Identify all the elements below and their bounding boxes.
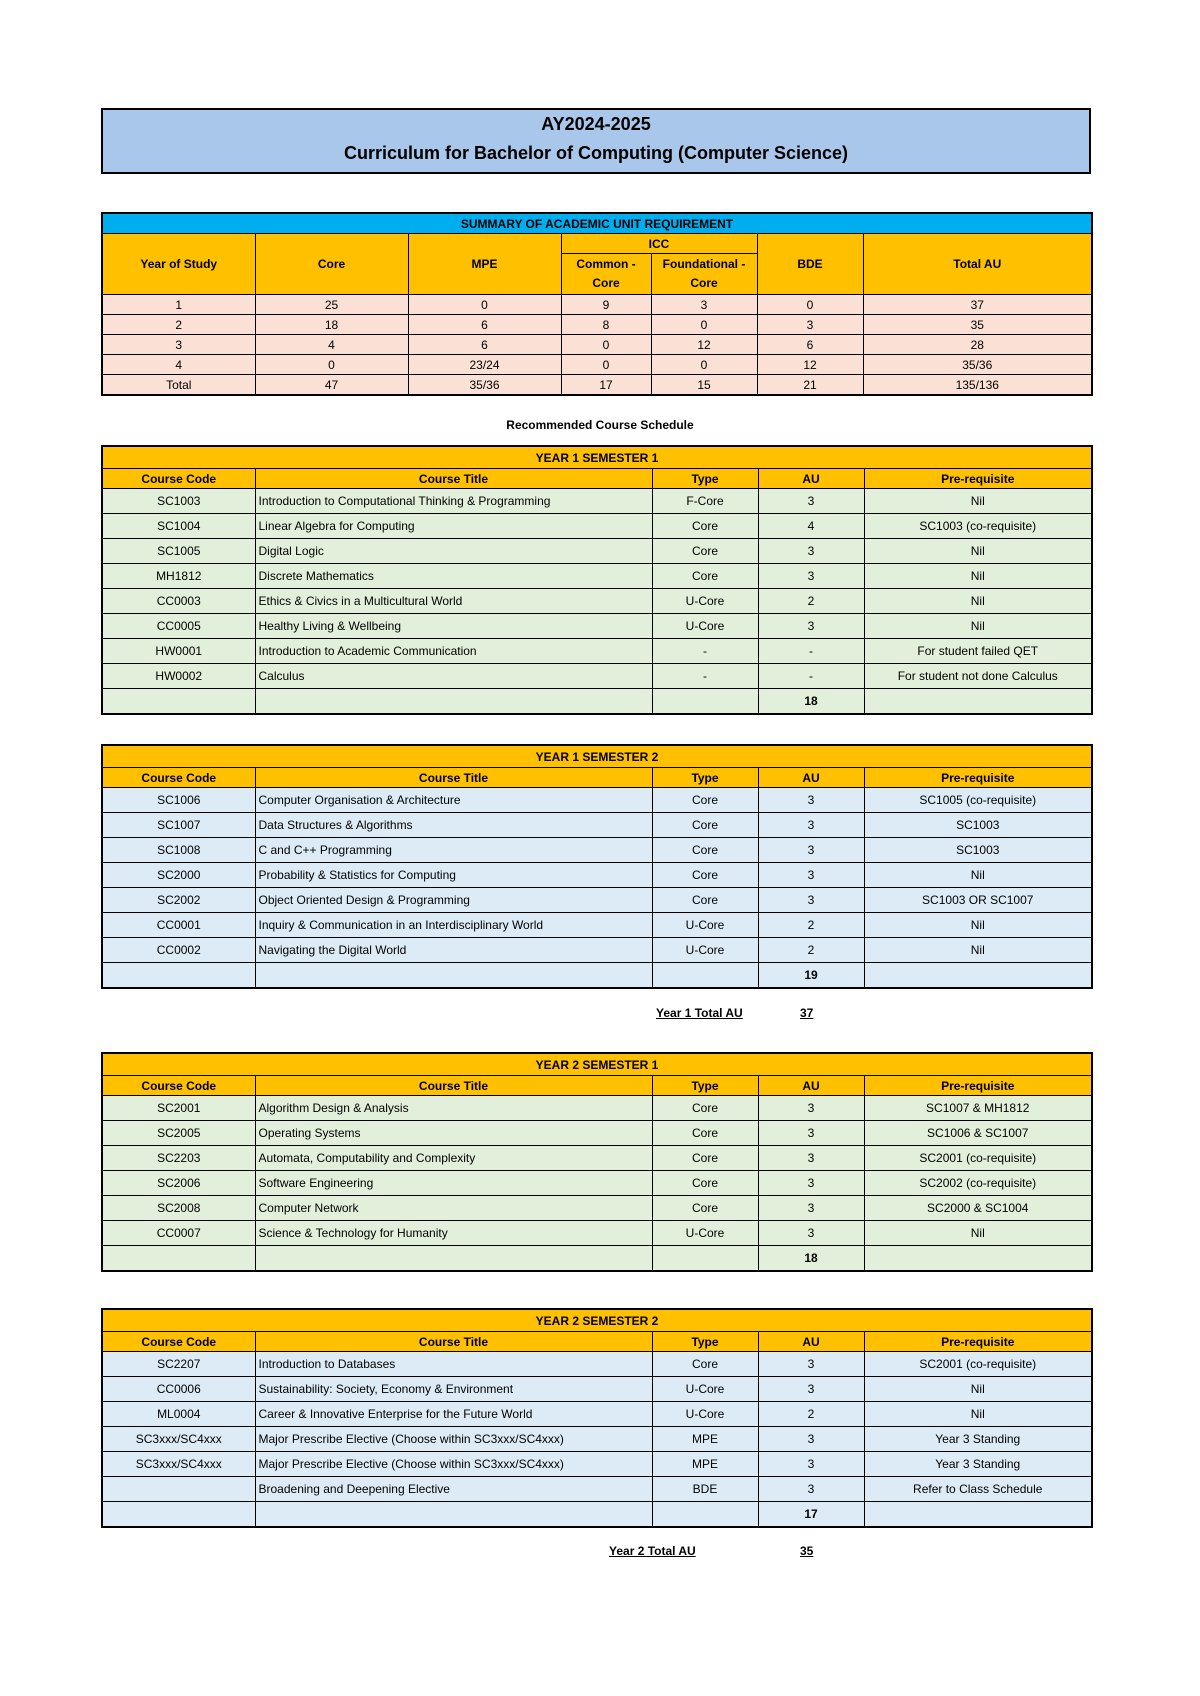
year2-total-label: Year 2 Total AU: [609, 1544, 696, 1558]
course-type: Core: [652, 888, 758, 913]
course-prerequisite: Nil: [864, 1377, 1092, 1402]
course-type: -: [652, 664, 758, 689]
course-prerequisite: Nil: [864, 863, 1092, 888]
semester-table: [101, 744, 1093, 989]
year1-total-label: Year 1 Total AU: [656, 1006, 743, 1020]
summary-cell: 0: [561, 355, 651, 375]
summary-row: [102, 375, 1092, 396]
summary-cell: 0: [757, 295, 863, 315]
course-au: 3: [758, 564, 864, 589]
course-type: Core: [652, 838, 758, 863]
course-row: [102, 1196, 1092, 1221]
course-type: MPE: [652, 1427, 758, 1452]
course-title: Calculus: [255, 664, 652, 689]
course-code: HW0001: [102, 639, 255, 664]
course-row: [102, 514, 1092, 539]
course-code: [102, 1477, 255, 1502]
course-code: SC1008: [102, 838, 255, 863]
course-prerequisite: SC1003: [864, 813, 1092, 838]
empty-cell: [652, 1246, 758, 1272]
summary-cell: 0: [255, 355, 408, 375]
summary-row: [102, 355, 1092, 375]
summary-cell: 35/36: [408, 375, 561, 396]
course-type: Core: [652, 1352, 758, 1377]
course-type: MPE: [652, 1452, 758, 1477]
course-prerequisite: SC2001 (co-requisite): [864, 1352, 1092, 1377]
course-title: Introduction to Databases: [255, 1352, 652, 1377]
course-row: [102, 813, 1092, 838]
empty-cell: [255, 1502, 652, 1528]
course-prerequisite: Nil: [864, 938, 1092, 963]
course-type: Core: [652, 813, 758, 838]
course-row: [102, 788, 1092, 813]
course-row: [102, 539, 1092, 564]
course-au: 3: [758, 489, 864, 514]
course-prerequisite: SC1003 (co-requisite): [864, 514, 1092, 539]
summary-cell: 35/36: [863, 355, 1092, 375]
summary-table: [101, 212, 1093, 396]
col-au: AU: [758, 1332, 864, 1352]
course-title: Digital Logic: [255, 539, 652, 564]
course-code: SC1004: [102, 514, 255, 539]
summary-cell: 21: [757, 375, 863, 396]
course-code: SC2001: [102, 1096, 255, 1121]
semester-section: [101, 1308, 1091, 1528]
course-prerequisite: Nil: [864, 489, 1092, 514]
course-prerequisite: SC1006 & SC1007: [864, 1121, 1092, 1146]
summary-cell: 15: [651, 375, 757, 396]
col-course-title: Course Title: [255, 768, 652, 788]
col-type: Type: [652, 1332, 758, 1352]
summary-cell: 6: [408, 315, 561, 335]
col-au: AU: [758, 768, 864, 788]
summary-cell: 3: [102, 335, 255, 355]
course-prerequisite: For student failed QET: [864, 639, 1092, 664]
summary-cell: 28: [863, 335, 1092, 355]
course-au: 3: [758, 863, 864, 888]
course-code: CC0002: [102, 938, 255, 963]
col-year-of-study: Year of Study: [102, 234, 255, 295]
empty-cell: [255, 689, 652, 715]
summary-cell: 4: [102, 355, 255, 375]
summary-cell: 18: [255, 315, 408, 335]
semester-total-row: [102, 689, 1092, 715]
course-type: U-Core: [652, 589, 758, 614]
course-au: 3: [758, 1352, 864, 1377]
col-prerequisite: Pre-requisite: [864, 469, 1092, 489]
summary-row: [102, 315, 1092, 335]
col-core: Core: [255, 234, 408, 295]
course-prerequisite: SC1005 (co-requisite): [864, 788, 1092, 813]
course-title: Major Prescribe Elective (Choose within SC3xxx/SC4xxx): [255, 1452, 652, 1477]
col-type: Type: [652, 768, 758, 788]
col-prerequisite: Pre-requisite: [864, 1076, 1092, 1096]
course-code: CC0006: [102, 1377, 255, 1402]
summary-cell: 23/24: [408, 355, 561, 375]
summary-row: [102, 295, 1092, 315]
course-title: Navigating the Digital World: [255, 938, 652, 963]
course-row: [102, 614, 1092, 639]
col-course-title: Course Title: [255, 1332, 652, 1352]
course-au: -: [758, 664, 864, 689]
course-prerequisite: SC1003: [864, 838, 1092, 863]
course-row: [102, 664, 1092, 689]
course-code: SC2008: [102, 1196, 255, 1221]
col-foundational-core: Foundational - Core: [651, 254, 757, 295]
course-au: 3: [758, 1096, 864, 1121]
course-title: Major Prescribe Elective (Choose within SC3xxx/SC4xxx): [255, 1427, 652, 1452]
schedule-caption: Recommended Course Schedule: [506, 418, 694, 432]
course-type: Core: [652, 564, 758, 589]
course-type: U-Core: [652, 614, 758, 639]
summary-cell: 1: [102, 295, 255, 315]
course-au: 3: [758, 1477, 864, 1502]
course-type: -: [652, 639, 758, 664]
summary-cell: 3: [651, 295, 757, 315]
empty-cell: [255, 963, 652, 989]
course-au: 3: [758, 788, 864, 813]
course-title: Automata, Computability and Complexity: [255, 1146, 652, 1171]
course-title: Inquiry & Communication in an Interdisciplinary World: [255, 913, 652, 938]
course-title: Computer Organisation & Architecture: [255, 788, 652, 813]
course-au: 3: [758, 1427, 864, 1452]
summary-cell: 12: [757, 355, 863, 375]
course-code: SC3xxx/SC4xxx: [102, 1452, 255, 1477]
col-au: AU: [758, 1076, 864, 1096]
document-title-box: [101, 108, 1091, 174]
summary-section: [101, 212, 1091, 396]
summary-row: [102, 335, 1092, 355]
course-prerequisite: Nil: [864, 614, 1092, 639]
semester-total-au: 17: [758, 1502, 864, 1528]
col-mpe: MPE: [408, 234, 561, 295]
course-code: CC0003: [102, 589, 255, 614]
course-title: Introduction to Computational Thinking & Programming: [255, 489, 652, 514]
course-au: 3: [758, 838, 864, 863]
course-code: SC2203: [102, 1146, 255, 1171]
course-code: ML0004: [102, 1402, 255, 1427]
semester-table: [101, 1308, 1093, 1528]
course-au: 3: [758, 1221, 864, 1246]
semester-total-au: 18: [758, 689, 864, 715]
course-prerequisite: Year 3 Standing: [864, 1452, 1092, 1477]
summary-cell: 2: [102, 315, 255, 335]
course-row: [102, 838, 1092, 863]
col-common-core: Common - Core: [561, 254, 651, 295]
course-type: Core: [652, 1146, 758, 1171]
summary-cell: 0: [651, 315, 757, 335]
course-au: 2: [758, 913, 864, 938]
course-title: Data Structures & Algorithms: [255, 813, 652, 838]
semester-total-au: 19: [758, 963, 864, 989]
semester-section: [101, 744, 1091, 989]
course-title: Computer Network: [255, 1196, 652, 1221]
course-row: [102, 913, 1092, 938]
semester-total-row: [102, 1246, 1092, 1272]
summary-cell: 35: [863, 315, 1092, 335]
course-type: Core: [652, 1196, 758, 1221]
academic-year: AY2024-2025: [541, 114, 651, 134]
semester-table: [101, 1052, 1093, 1272]
course-type: F-Core: [652, 489, 758, 514]
course-au: 3: [758, 614, 864, 639]
course-type: Core: [652, 514, 758, 539]
col-course-title: Course Title: [255, 1076, 652, 1096]
course-code: SC2000: [102, 863, 255, 888]
course-code: CC0007: [102, 1221, 255, 1246]
course-row: [102, 863, 1092, 888]
course-prerequisite: Refer to Class Schedule: [864, 1477, 1092, 1502]
course-row: [102, 1377, 1092, 1402]
course-type: Core: [652, 539, 758, 564]
course-prerequisite: SC2001 (co-requisite): [864, 1146, 1092, 1171]
course-au: 3: [758, 1121, 864, 1146]
course-prerequisite: Nil: [864, 539, 1092, 564]
course-row: [102, 1096, 1092, 1121]
summary-cell: 135/136: [863, 375, 1092, 396]
summary-cell: 6: [408, 335, 561, 355]
course-au: 4: [758, 514, 864, 539]
semester-title: YEAR 2 SEMESTER 2: [102, 1309, 1092, 1332]
course-code: SC1007: [102, 813, 255, 838]
summary-cell: 0: [561, 335, 651, 355]
course-title: C and C++ Programming: [255, 838, 652, 863]
course-title: Object Oriented Design & Programming: [255, 888, 652, 913]
course-code: HW0002: [102, 664, 255, 689]
course-title: Sustainability: Society, Economy & Environment: [255, 1377, 652, 1402]
year1-total-value: 37: [800, 1006, 814, 1020]
semester-table: [101, 445, 1093, 715]
empty-cell: [102, 1502, 255, 1528]
course-title: Probability & Statistics for Computing: [255, 863, 652, 888]
course-prerequisite: SC1003 OR SC1007: [864, 888, 1092, 913]
summary-heading: SUMMARY OF ACADEMIC UNIT REQUIREMENT: [102, 213, 1092, 234]
course-row: [102, 1221, 1092, 1246]
course-code: SC3xxx/SC4xxx: [102, 1427, 255, 1452]
col-icc: ICC: [561, 234, 757, 254]
course-code: SC2207: [102, 1352, 255, 1377]
course-row: [102, 1146, 1092, 1171]
course-prerequisite: SC2002 (co-requisite): [864, 1171, 1092, 1196]
empty-cell: [652, 1502, 758, 1528]
empty-cell: [102, 689, 255, 715]
summary-cell: 3: [757, 315, 863, 335]
course-type: BDE: [652, 1477, 758, 1502]
course-au: 3: [758, 539, 864, 564]
semester-title: YEAR 1 SEMESTER 1: [102, 446, 1092, 469]
col-au: AU: [758, 469, 864, 489]
course-code: SC2006: [102, 1171, 255, 1196]
summary-cell: 47: [255, 375, 408, 396]
summary-cell: 37: [863, 295, 1092, 315]
course-title: Algorithm Design & Analysis: [255, 1096, 652, 1121]
semester-section: [101, 445, 1091, 715]
course-au: 2: [758, 938, 864, 963]
course-row: [102, 564, 1092, 589]
course-au: 2: [758, 589, 864, 614]
year2-total-value: 35: [800, 1544, 814, 1558]
course-type: U-Core: [652, 913, 758, 938]
summary-cell: 9: [561, 295, 651, 315]
course-code: CC0005: [102, 614, 255, 639]
course-code: SC2002: [102, 888, 255, 913]
course-type: Core: [652, 1121, 758, 1146]
empty-cell: [102, 1246, 255, 1272]
summary-cell: 6: [757, 335, 863, 355]
course-prerequisite: For student not done Calculus: [864, 664, 1092, 689]
course-row: [102, 1121, 1092, 1146]
course-title: Career & Innovative Enterprise for the Future World: [255, 1402, 652, 1427]
empty-cell: [864, 1246, 1092, 1272]
summary-cell: 8: [561, 315, 651, 335]
empty-cell: [864, 1502, 1092, 1528]
course-au: 3: [758, 1377, 864, 1402]
course-code: SC1003: [102, 489, 255, 514]
curriculum-title: Curriculum for Bachelor of Computing (Computer Science): [343, 143, 849, 163]
course-au: -: [758, 639, 864, 664]
course-title: Healthy Living & Wellbeing: [255, 614, 652, 639]
course-type: Core: [652, 863, 758, 888]
course-title: Introduction to Academic Communication: [255, 639, 652, 664]
course-prerequisite: Year 3 Standing: [864, 1427, 1092, 1452]
course-code: SC1005: [102, 539, 255, 564]
col-prerequisite: Pre-requisite: [864, 1332, 1092, 1352]
empty-cell: [652, 689, 758, 715]
col-prerequisite: Pre-requisite: [864, 768, 1092, 788]
summary-cell: 4: [255, 335, 408, 355]
empty-cell: [255, 1246, 652, 1272]
summary-body: [102, 295, 1092, 396]
col-course-code: Course Code: [102, 469, 255, 489]
col-type: Type: [652, 1076, 758, 1096]
course-title: Software Engineering: [255, 1171, 652, 1196]
course-au: 3: [758, 1146, 864, 1171]
col-total-au: Total AU: [863, 234, 1092, 295]
empty-cell: [864, 689, 1092, 715]
course-type: Core: [652, 1171, 758, 1196]
course-title: Science & Technology for Humanity: [255, 1221, 652, 1246]
course-type: Core: [652, 1096, 758, 1121]
course-prerequisite: Nil: [864, 1221, 1092, 1246]
course-row: [102, 639, 1092, 664]
course-prerequisite: Nil: [864, 913, 1092, 938]
col-type: Type: [652, 469, 758, 489]
course-title: Broadening and Deepening Elective: [255, 1477, 652, 1502]
course-row: [102, 1352, 1092, 1377]
course-row: [102, 589, 1092, 614]
col-bde: BDE: [757, 234, 863, 295]
empty-cell: [864, 963, 1092, 989]
course-prerequisite: Nil: [864, 1402, 1092, 1427]
course-au: 3: [758, 1452, 864, 1477]
course-row: [102, 1171, 1092, 1196]
course-au: 3: [758, 813, 864, 838]
semester-title: YEAR 2 SEMESTER 1: [102, 1053, 1092, 1076]
course-code: SC1006: [102, 788, 255, 813]
course-row: [102, 1427, 1092, 1452]
course-au: 3: [758, 1196, 864, 1221]
course-row: [102, 888, 1092, 913]
course-au: 2: [758, 1402, 864, 1427]
course-au: 3: [758, 1171, 864, 1196]
course-title: Linear Algebra for Computing: [255, 514, 652, 539]
semester-total-row: [102, 1502, 1092, 1528]
summary-cell: 17: [561, 375, 651, 396]
course-code: CC0001: [102, 913, 255, 938]
course-type: Core: [652, 788, 758, 813]
col-course-code: Course Code: [102, 768, 255, 788]
summary-cell: 0: [651, 355, 757, 375]
col-course-code: Course Code: [102, 1332, 255, 1352]
semester-title: YEAR 1 SEMESTER 2: [102, 745, 1092, 768]
course-code: SC2005: [102, 1121, 255, 1146]
course-type: U-Core: [652, 1402, 758, 1427]
course-row: [102, 1477, 1092, 1502]
col-course-code: Course Code: [102, 1076, 255, 1096]
course-prerequisite: SC2000 & SC1004: [864, 1196, 1092, 1221]
course-title: Operating Systems: [255, 1121, 652, 1146]
course-row: [102, 1402, 1092, 1427]
col-course-title: Course Title: [255, 469, 652, 489]
course-au: 3: [758, 888, 864, 913]
course-type: U-Core: [652, 1221, 758, 1246]
course-title: Discrete Mathematics: [255, 564, 652, 589]
course-row: [102, 489, 1092, 514]
course-prerequisite: Nil: [864, 589, 1092, 614]
summary-cell: Total: [102, 375, 255, 396]
semester-section: [101, 1052, 1091, 1272]
semester-total-row: [102, 963, 1092, 989]
course-type: U-Core: [652, 938, 758, 963]
summary-cell: 12: [651, 335, 757, 355]
course-code: MH1812: [102, 564, 255, 589]
course-type: U-Core: [652, 1377, 758, 1402]
summary-cell: 0: [408, 295, 561, 315]
semester-total-au: 18: [758, 1246, 864, 1272]
course-title: Ethics & Civics in a Multicultural World: [255, 589, 652, 614]
course-prerequisite: SC1007 & MH1812: [864, 1096, 1092, 1121]
empty-cell: [102, 963, 255, 989]
course-prerequisite: Nil: [864, 564, 1092, 589]
course-row: [102, 938, 1092, 963]
empty-cell: [652, 963, 758, 989]
course-row: [102, 1452, 1092, 1477]
summary-cell: 25: [255, 295, 408, 315]
